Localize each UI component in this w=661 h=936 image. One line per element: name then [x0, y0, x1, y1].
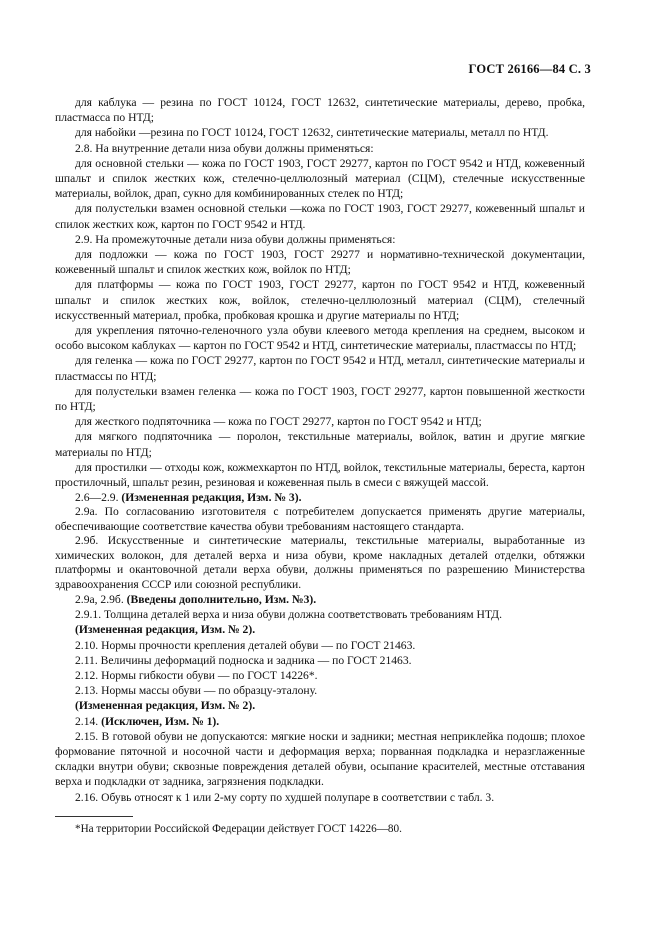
amendment-note	[55, 622, 585, 637]
amendment-ref: 2.9а, 2.9б.	[75, 592, 124, 606]
paragraph: для основной стельки — кожа по ГОСТ 1903, ГОСТ 29277, картон по ГОСТ 9542 и НТД, кожевенный шпальт и спилок жестких кож, стелечно-целлюлозный материал (СЦМ), стелечные искусственные материалы, войлок, драп, сукно для комбинированных стелек по НТД;	[55, 156, 585, 201]
amendment-ref: 2.6—2.9.	[75, 491, 119, 505]
amendment-text: (Введены дополнительно, Изм. №3).	[126, 592, 317, 606]
paragraph-2-15: 2.15. В готовой обуви не допускаются: мягкие носки и задники; местная неприклейка подошв; плохое формование пяточной и носочной части и деформация верха; порванная подкладка и неразглаженные складки внутри обуви; сквозные повреждения деталей обуви, осыпание красителей, местные отставания верха и подкладки от задника, загрязнения подкладки.	[55, 729, 585, 789]
amendment-text: (Исключен, Изм. № 1).	[101, 714, 220, 728]
paragraph: 2.8. На внутренние детали низа обуви должны применяться:	[75, 141, 374, 155]
footnote: *На территории Российской Федерации действует ГОСТ 14226—80.	[75, 823, 402, 835]
running-header: ГОСТ 26166—84 С. 3	[468, 62, 591, 76]
paragraph: для полустельки взамен основной стельки —кожа по ГОСТ 1903, ГОСТ 29277, кожевенный шпальт и спилок жестких кож, картон по ГОСТ 9542 и НТД.	[55, 202, 585, 231]
document-body	[55, 95, 585, 805]
amendment-note	[55, 714, 585, 729]
paragraph-2-9a: 2.9а. По согласованию изготовителя с потребителем допускается применять другие материалы, обеспечивающие соответствие качества обуви требованиям настоящего стандарта.	[55, 505, 585, 533]
paragraph: для подложки — кожа по ГОСТ 1903, ГОСТ 29277 и нормативно-технической документации, кожевенный шпальт и спилок жестких кож, войлок по НТД;	[55, 248, 585, 277]
paragraph: для платформы — кожа по ГОСТ 1903, ГОСТ 29277, картон по ГОСТ 9542 и НТД, кожевенный шпальт и спилок жестких кож, войлок, стелечно-целлюлозный материал (СЦМ), стелечный искусственный материал, пробка, пробковая крошка и другие материалы по НТД;	[55, 278, 585, 322]
amendment-text: (Измененная редакция, Изм. № 3).	[121, 491, 302, 505]
list-item: 2.11. Величины деформаций подноска и задника — по ГОСТ 21463.	[75, 653, 412, 667]
paragraph-2-16: 2.16. Обувь относят к 1 или 2-му сорту по худшей полупаре в соответствии с табл. 3.	[75, 790, 495, 804]
amendment-ref: 2.14.	[75, 714, 99, 728]
paragraph: для геленка — кожа по ГОСТ 29277, картон по ГОСТ 9542 и НТД, металл, синтетические материалы и пластмассы по НТД;	[55, 354, 585, 383]
amendment-note	[55, 490, 585, 505]
paragraph-2-9-1: 2.9.1. Толщина деталей верха и низа обуви должна соответствовать требованиям НТД.	[75, 608, 502, 622]
paragraph-2-9b: 2.9б. Искусственные и синтетические материалы, текстильные материалы, выработанные из химических волокон, для деталей верха и низа обуви, кроме накладных деталей отделки, обтяжки платформы и окантовочной детали верха обуви, должны применяться по разрешению Министерства здравоохранения СССР или союзной республики.	[55, 534, 585, 591]
list-item: 2.10. Нормы прочности крепления деталей обуви — по ГОСТ 21463.	[75, 638, 416, 652]
paragraph: для набойки —резина по ГОСТ 10124, ГОСТ 12632, синтетические материалы, металл по НТД.	[75, 126, 549, 140]
footnote-divider	[55, 816, 133, 817]
paragraph: для жесткого подпяточника — кожа по ГОСТ 29277, картон по ГОСТ 9542 и НТД;	[75, 415, 482, 429]
paragraph: для полустельки взамен геленка — кожа по ГОСТ 1903, ГОСТ 29277, картон повышенной жесткости по НТД;	[55, 384, 585, 414]
paragraph: для простилки — отходы кож, кожмехкартон по НТД, войлок, текстильные материалы, береста, картон простилочный, шпальт резин, резиновая и кожевенная пыль в смеси с вяжущей массой.	[55, 460, 585, 490]
amendment-text: (Измененная редакция, Изм. № 2).	[75, 623, 256, 637]
amendment-note	[55, 698, 585, 713]
paragraph: для укрепления пяточно-геленочного узла обуви клеевого метода крепления на среднем, высоком и особо высоком каблуках — картон по ГОСТ 9542 и НТД, синтетические материалы, пластмассы по НТД;	[55, 324, 585, 353]
paragraph: для мягкого подпяточника — поролон, текстильные материалы, войлок, ватин и другие мягкие материалы по НТД;	[55, 430, 585, 459]
paragraph: для каблука — резина по ГОСТ 10124, ГОСТ 12632, синтетические материалы, дерево, пробка, пластмасса по НТД;	[55, 96, 585, 125]
list-item: 2.13. Нормы массы обуви — по образцу-эталону.	[75, 684, 318, 698]
list-item: 2.12. Нормы гибкости обуви — по ГОСТ 14226*.	[75, 668, 318, 682]
amendment-text: (Измененная редакция, Изм. № 2).	[75, 699, 256, 713]
amendment-note	[55, 592, 585, 607]
paragraph: 2.9. На промежуточные детали низа обуви должны применяться:	[75, 232, 396, 246]
